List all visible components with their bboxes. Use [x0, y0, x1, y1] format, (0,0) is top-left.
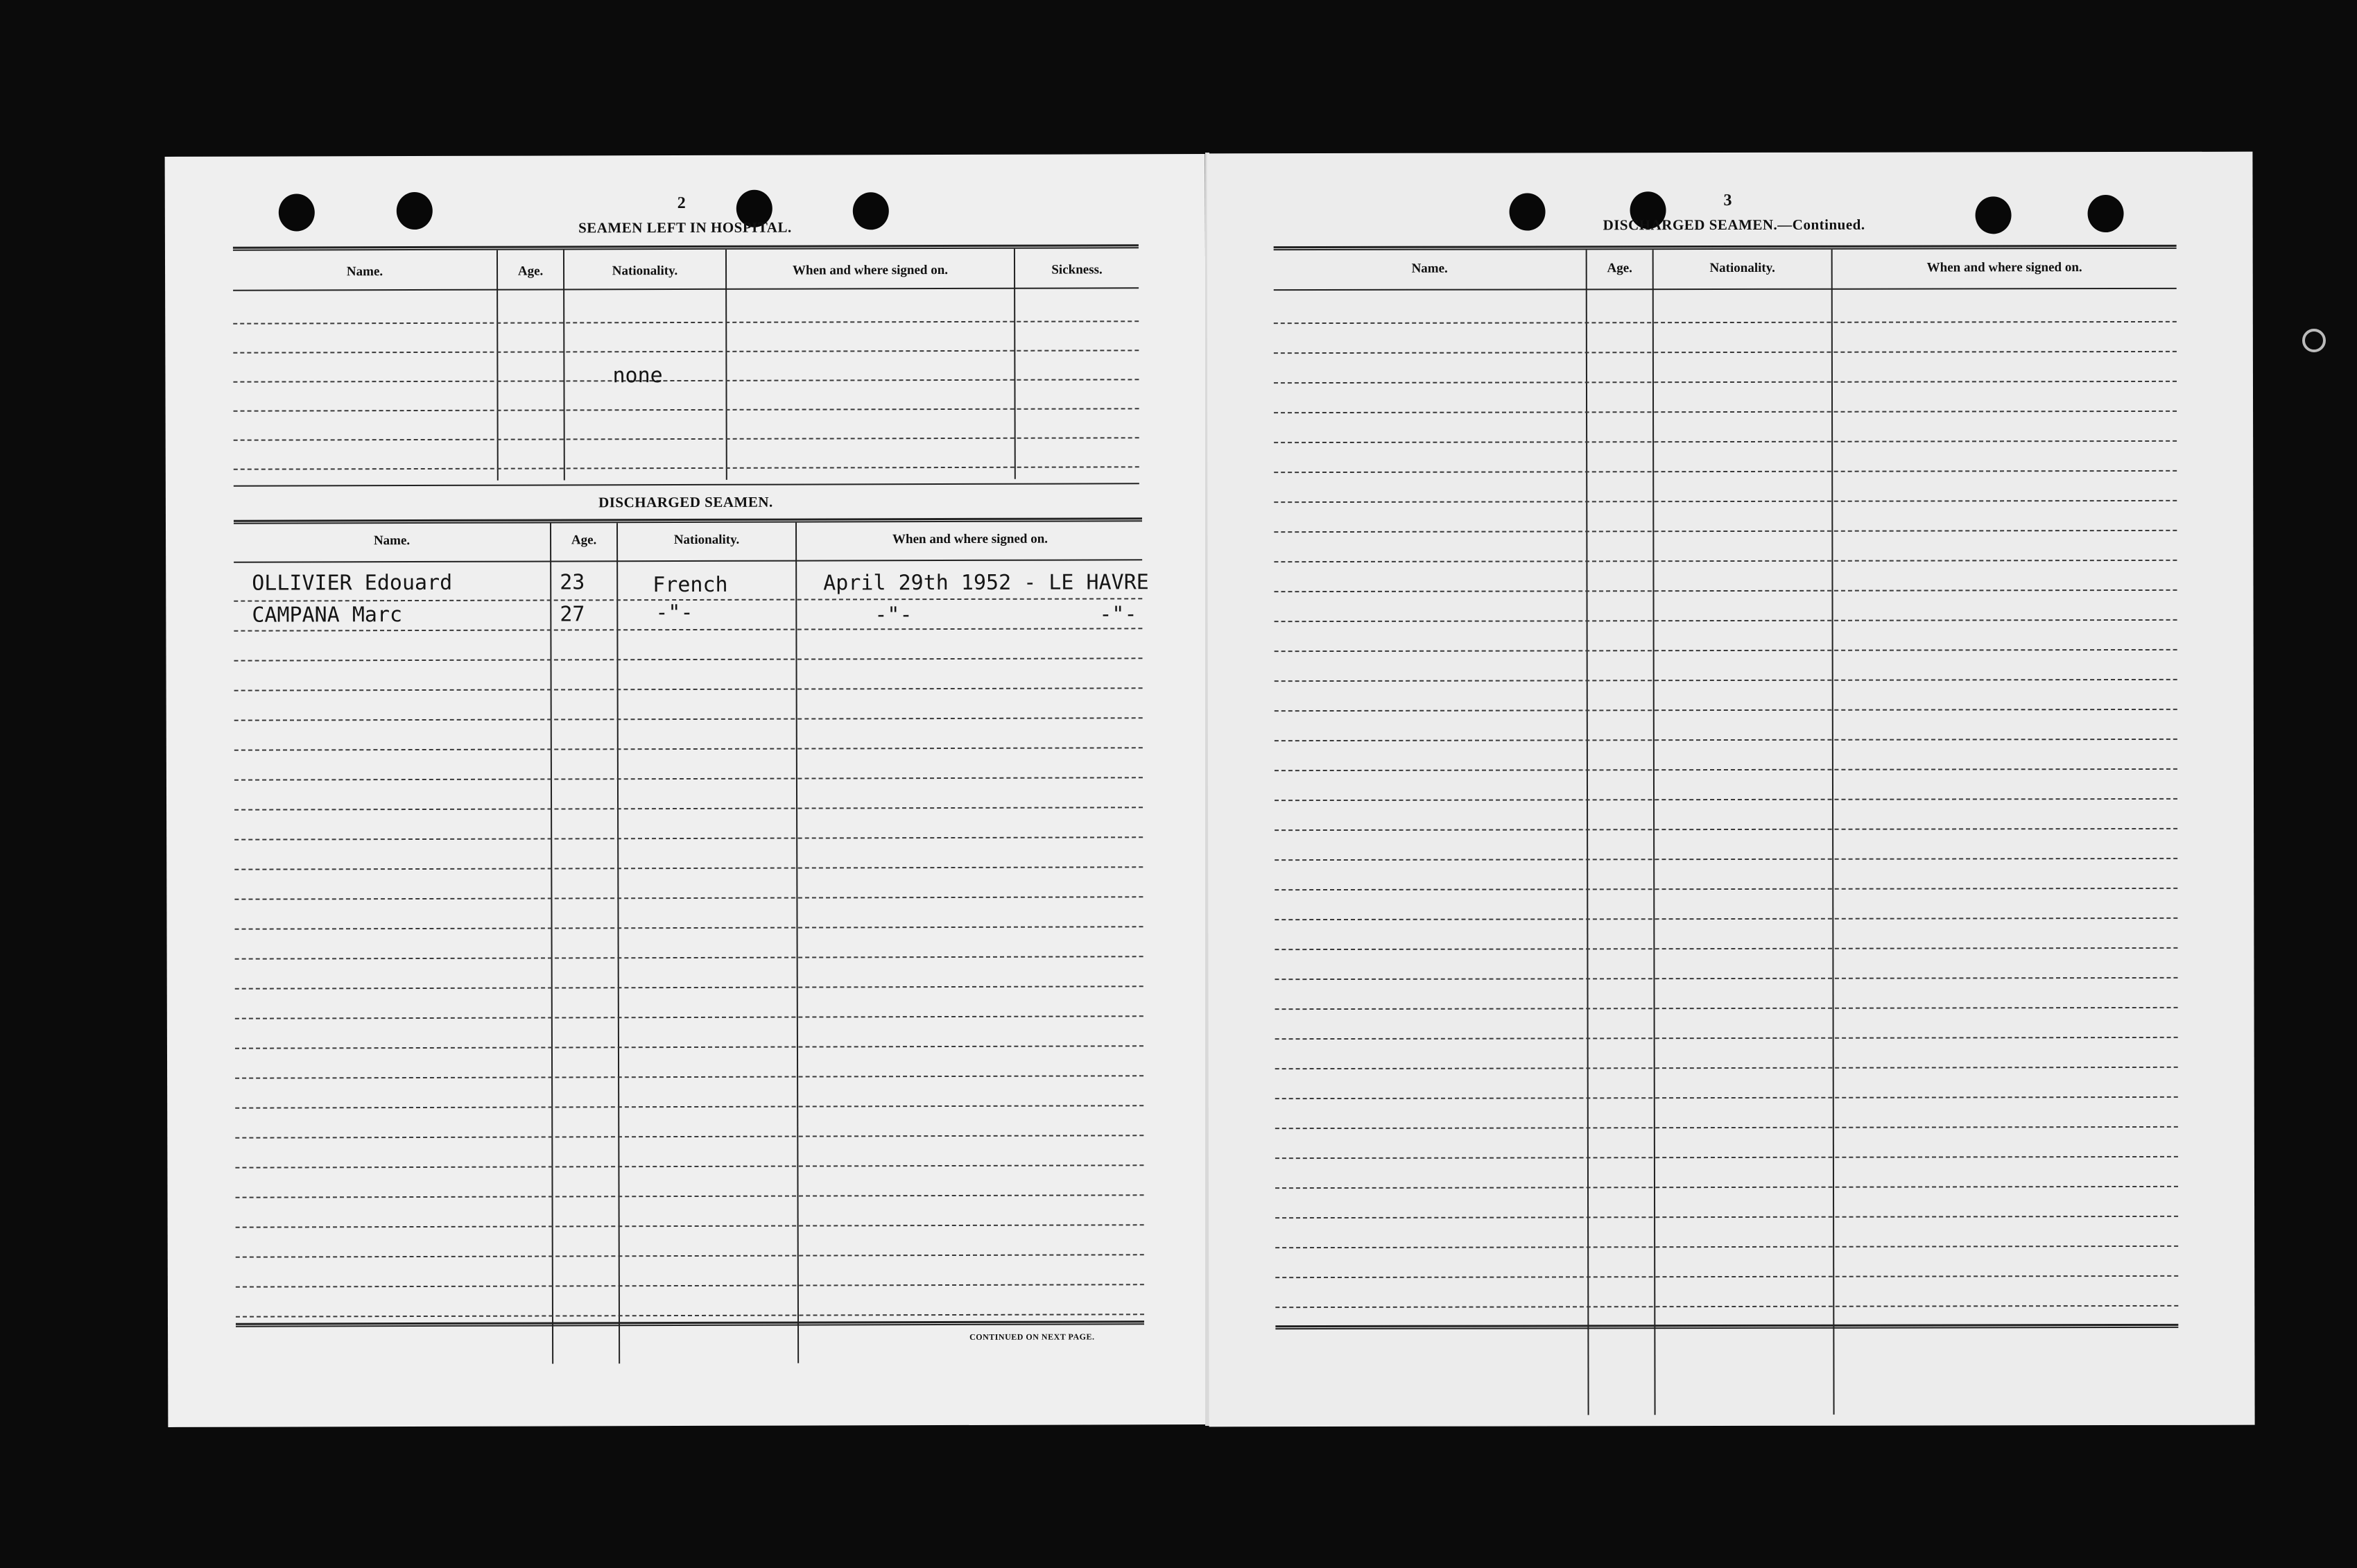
- entry-line: [1274, 530, 2177, 533]
- entry-line: [1275, 768, 2177, 771]
- col-header-signed-on: When and where signed on.: [892, 531, 1048, 547]
- discharge-entry-lines: [1207, 152, 2252, 154]
- entry-line: [1274, 440, 2177, 443]
- continued-footer: CONTINUED ON NEXT PAGE.: [969, 1332, 1095, 1342]
- table-bottom-rule: [234, 483, 1139, 486]
- entry-line: [1274, 500, 2177, 503]
- entry-line: [234, 408, 1139, 411]
- col-header-name: Name.: [373, 533, 411, 549]
- col-header-name: Name.: [346, 264, 383, 279]
- page-number: 2: [677, 194, 686, 213]
- column-divider: [563, 250, 565, 480]
- column-divider: [725, 250, 727, 480]
- entry-line: [235, 956, 1143, 959]
- entry-line: [1274, 381, 2177, 384]
- entry-line: [234, 717, 1143, 721]
- column-divider: [616, 523, 620, 1363]
- col-header-signed-on: When and where signed on.: [792, 263, 949, 278]
- entry-line: [234, 628, 1142, 631]
- column-divider: [550, 524, 553, 1364]
- entry-line: [234, 777, 1143, 780]
- col-header-name: Name.: [1411, 261, 1448, 276]
- entry-line: [1275, 947, 2177, 950]
- entry-line: [1274, 411, 2177, 413]
- entry-line: [1275, 1246, 2178, 1248]
- col-header-age: Age.: [517, 264, 544, 279]
- entry-line: [1274, 351, 2177, 354]
- right-page: [1207, 152, 2254, 1427]
- punch-hole: [279, 193, 315, 231]
- seaman-age: 27: [560, 602, 585, 627]
- entry-line: [236, 1254, 1144, 1257]
- table-top-rule: [1274, 245, 2177, 250]
- entry-line: [1274, 470, 2177, 473]
- col-header-nationality: Nationality.: [1709, 260, 1775, 276]
- seaman-name: CAMPANA Marc: [252, 603, 403, 628]
- header-rule: [1274, 288, 2177, 291]
- col-header-age: Age.: [1607, 261, 1632, 276]
- entry-line: [235, 1015, 1143, 1019]
- col-header-nationality: Nationality.: [612, 264, 678, 279]
- entry-line: [1275, 709, 2177, 712]
- entry-line: [1275, 1007, 2178, 1010]
- column-divider: [497, 250, 499, 481]
- entry-line: [235, 1045, 1143, 1049]
- column-divider: [1014, 249, 1016, 479]
- entry-line: [234, 866, 1143, 870]
- discharged-continued-title: DISCHARGED SEAMEN.—Continued.: [1603, 216, 1865, 234]
- entry-line: [236, 1224, 1144, 1227]
- col-header-signed-on: When and where signed on.: [1926, 260, 2082, 275]
- entry-line: [1275, 1156, 2178, 1159]
- entry-line: [236, 1194, 1144, 1198]
- entry-line: [235, 1075, 1143, 1078]
- entry-line: [1275, 977, 2177, 980]
- punch-hole: [1976, 196, 2012, 234]
- hospital-entry-none: none: [612, 363, 663, 388]
- seaman-signed-on: April 29th 1952 - LE HAVRE: [823, 570, 1149, 596]
- header-rule: [234, 559, 1142, 562]
- entry-line: [234, 747, 1143, 750]
- entry-line: [1275, 1216, 2178, 1218]
- entry-line: [1275, 1305, 2178, 1308]
- col-header-sickness: Sickness.: [1051, 262, 1103, 277]
- entry-line: [234, 657, 1143, 661]
- entry-line: [233, 379, 1139, 382]
- punch-hole: [2088, 195, 2124, 232]
- entry-line: [1275, 589, 2177, 592]
- hospital-section-title: SEAMEN LEFT IN HOSPITAL.: [578, 218, 792, 236]
- entry-line: [234, 437, 1139, 440]
- entry-line: [1275, 1037, 2178, 1040]
- entry-line: [1275, 619, 2177, 622]
- entry-line: [1274, 321, 2177, 324]
- table-top-rule: [234, 517, 1142, 524]
- col-header-nationality: Nationality.: [673, 532, 740, 548]
- seaman-signed-on: -"-: [1099, 602, 1137, 627]
- table-top-rule: [233, 244, 1139, 250]
- entry-line: [1275, 649, 2177, 652]
- seaman-name: OLLIVIER Edouard: [252, 570, 453, 596]
- entry-line: [234, 896, 1143, 899]
- left-page: [165, 154, 1209, 1427]
- entry-line: [1275, 739, 2177, 741]
- column-divider: [1586, 250, 1589, 1415]
- discharge-entry-lines: [165, 154, 1205, 157]
- scan-artifact: [2302, 329, 2326, 352]
- entry-line: [1275, 888, 2177, 890]
- entry-line: [1275, 1096, 2178, 1099]
- seaman-nationality: French: [653, 572, 728, 598]
- entry-line: [234, 836, 1143, 840]
- table-bottom-rule: [236, 1320, 1144, 1327]
- entry-line: [1275, 858, 2177, 861]
- entry-line: [1275, 1067, 2178, 1069]
- entry-line: [235, 1135, 1143, 1138]
- entry-line: [235, 1105, 1143, 1108]
- entry-line: [234, 466, 1139, 469]
- seaman-age: 23: [560, 570, 585, 595]
- entry-line: [1274, 560, 2177, 562]
- entry-line: [1275, 798, 2177, 801]
- entry-line: [1275, 1126, 2178, 1129]
- entry-line: [235, 1164, 1143, 1168]
- punch-hole: [397, 192, 433, 230]
- entry-line: [1275, 1275, 2178, 1278]
- entry-line: [234, 687, 1143, 691]
- header-rule: [233, 287, 1139, 291]
- discharged-section-title: DISCHARGED SEAMEN.: [598, 493, 773, 511]
- seaman-signed-on: -"-: [874, 603, 913, 628]
- entry-line: [1275, 828, 2177, 831]
- entry-line: [235, 926, 1143, 929]
- entry-line: [235, 985, 1143, 989]
- entry-line: [1275, 1186, 2178, 1189]
- column-divider: [1831, 250, 1835, 1415]
- col-header-age: Age.: [571, 533, 597, 548]
- column-divider: [1652, 250, 1656, 1415]
- column-divider: [795, 523, 799, 1363]
- seaman-nationality: -"-: [655, 600, 693, 626]
- entry-line: [234, 807, 1143, 810]
- entry-line: [236, 1313, 1144, 1317]
- entry-line: [233, 320, 1139, 324]
- entry-line: [236, 1284, 1144, 1287]
- entry-line: [1275, 679, 2177, 682]
- entry-line: [233, 350, 1139, 353]
- page-number: 3: [1723, 191, 1732, 210]
- entry-line: [1275, 917, 2177, 920]
- table-bottom-rule: [1275, 1324, 2178, 1329]
